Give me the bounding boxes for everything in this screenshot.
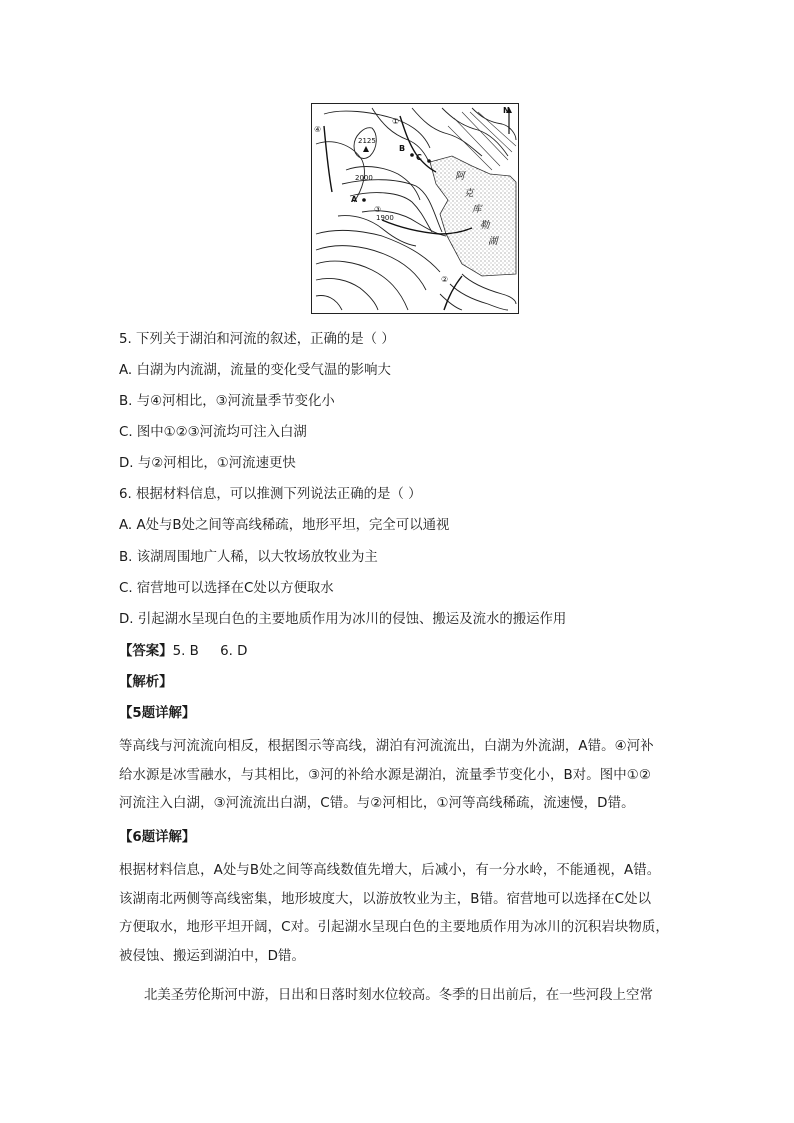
peak-marker <box>363 146 369 152</box>
lake-name-char: 勒 <box>480 220 490 231</box>
point-b-label: B <box>399 144 406 153</box>
river-1-label: ① <box>392 117 400 126</box>
analysis-tag: 【解析】 <box>119 675 173 690</box>
answer-line <box>119 643 247 661</box>
question-5-stem: 5. 下列关于湖泊和河流的叙述，正确的是（ ） <box>119 332 395 347</box>
question-6-option-c: C. 宿营地可以选择在C处以方便取水 <box>119 581 334 596</box>
question-5-option-d: D. 与②河相比，①河流速更快 <box>119 456 296 471</box>
point-b-marker <box>410 153 414 157</box>
point-c-label: C <box>416 153 422 162</box>
river-4-label: ④ <box>314 125 322 134</box>
lake-name-char: 克 <box>464 188 474 199</box>
detail-6-line: 被侵蚀、搬运到湖泊中，D错。 <box>119 948 306 964</box>
north-label: N <box>503 106 510 115</box>
detail-6-tag: 【6题详解】 <box>119 830 196 845</box>
answer-tag: 【答案】 <box>119 644 173 659</box>
question-5-option-c: C. 图中①②③河流均可注入白湖 <box>119 425 307 440</box>
detail-6-line: 该湖南北两侧等高线密集，地形坡度大，以游放牧业为主，B错。宿营地可以选择在C处以 <box>119 891 652 907</box>
detail-6-line: 根据材料信息，A处与B处之间等高线数值先增大，后减小，有一分水岭，不能通视，A错。 <box>119 863 661 878</box>
question-5-option-a: A. 白湖为内流湖，流量的变化受气温的影响大 <box>119 363 391 378</box>
peak-elevation-label: 2125 <box>358 137 376 145</box>
contour-map-figure <box>311 103 519 314</box>
lake-name-char: 湖 <box>488 236 498 247</box>
question-6-option-b: B. 该湖周围地广人稀，以大牧场放牧业为主 <box>119 550 378 565</box>
contour-1900-label: 1900 <box>376 214 394 222</box>
question-6-stem: 6. 根据材料信息，可以推测下列说法正确的是（ ） <box>119 487 422 502</box>
lake-area <box>430 156 516 276</box>
detail-6-line: 方便取水，地形平坦开阔，C对。引起湖水呈现白色的主要地质作用为冰川的沉积岩块物质， <box>119 920 669 936</box>
detail-5-line: 给水源是冰雪融水，与其相比，③河的补给水源是湖泊，流量季节变化小，B对。图中①② <box>119 767 652 783</box>
point-a-marker <box>362 198 366 202</box>
question-6-option-a: A. A处与B处之间等高线稀疏，地形平坦，完全可以通视 <box>119 518 450 533</box>
detail-6-paragraph <box>119 857 675 971</box>
river-3-label: ③ <box>374 205 382 214</box>
question-6-option-d: D. 引起湖水呈现白色的主要地质作用为冰川的侵蚀、搬运及流水的搬运作用 <box>119 612 567 627</box>
answer-text: 5. B 6. D <box>172 644 248 659</box>
next-material-paragraph: 北美圣劳伦斯河中游，日出和日落时刻水位较高。冬季的日出前后，在一些河段上空常 <box>144 988 653 1003</box>
detail-5-line: 河流注入白湖，③河流流出白湖，C错。与②河相比，①河等高线稀疏，流速慢，D错。 <box>119 796 635 812</box>
lake-name-char: 库 <box>472 204 482 215</box>
detail-5-line: 等高线与河流流向相反，根据图示等高线，湖泊有河流流出，白湖为外流湖，A错。④河补 <box>119 739 654 754</box>
contour-2000-label: 2000 <box>355 174 373 182</box>
contour-map-drawing <box>312 104 518 313</box>
detail-5-paragraph <box>119 733 675 819</box>
point-c-marker <box>427 159 431 163</box>
river-2-label: ② <box>441 275 449 284</box>
lake-name-char: 阿 <box>455 171 465 182</box>
point-a-label: A <box>351 195 358 204</box>
detail-5-tag: 【5题详解】 <box>119 706 196 721</box>
question-5-option-b: B. 与④河相比，③河流量季节变化小 <box>119 394 335 409</box>
